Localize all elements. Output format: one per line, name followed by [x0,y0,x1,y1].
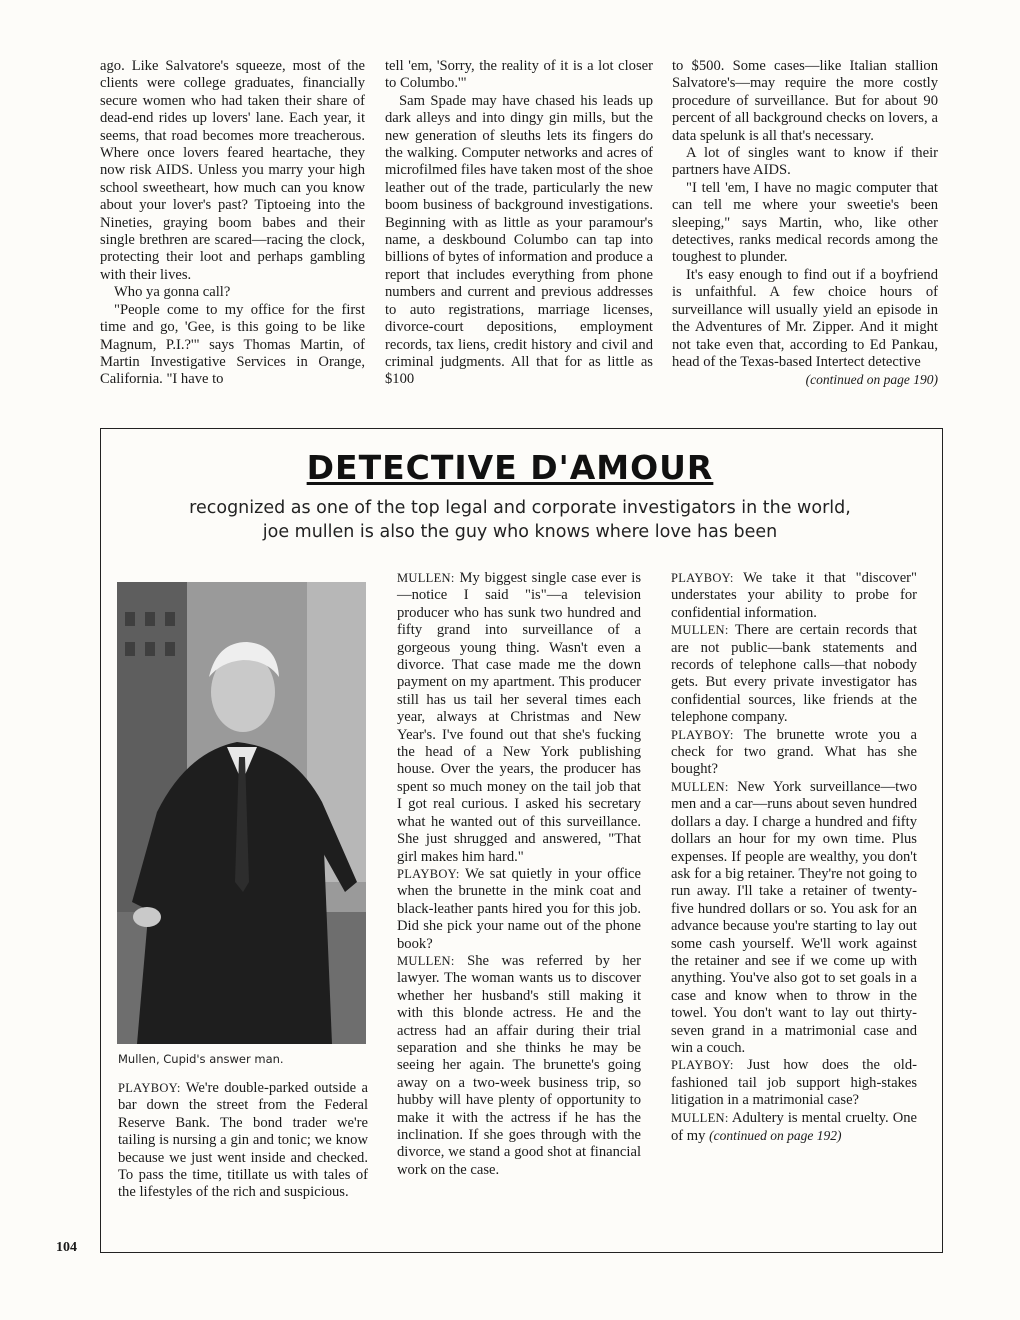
qa-entry [397,570,641,866]
article-paragraph: It's easy enough to find out if a boyfriend is unfaithful. A few choice hours of surveillance will usually yield an episode in the Adventures of Mr. Zipper. And it might not take even that, according to Ed Pankau, head of the Texas-based Intertect detective [672,266,938,370]
qa-text: Adultery is mental cruelty. One of my [671,1109,918,1144]
sidebar-column-3 [671,570,917,1145]
article-paragraph: A lot of singles want to know if their partners have AIDS. [672,145,938,179]
qa-text: There are certain records that are not public—bank statements and records of telephone calls—that nobody gets. But every private investigator has confidential sources, like friends at the telephone company. [671,622,917,726]
sidebar-title: DETECTIVE D'AMOUR [306,448,714,487]
speaker-label: MULLEN: [671,623,729,638]
article-paragraph: Who ya gonna call? [114,284,231,301]
speaker-label: PLAYBOY: [671,1058,734,1073]
continued-note: (continued on page 192) [709,1128,842,1143]
sidebar-deck [110,496,930,544]
speaker-label: MULLEN: [671,1110,729,1125]
speaker-label: PLAYBOY: [671,727,734,742]
speaker-label: PLAYBOY: [397,866,460,881]
photo-caption: Mullen, Cupid's answer man. [118,1052,284,1066]
qa-text: We're double-parked outside a bar down the street from the Federal Reserve Bank. The bond trader we're tailing is nursing a gin and tonic; we know because we just went inside and checked. To pass the time, titillate us with tales of the lifestyles of the rich and suspicious. [118,1080,368,1201]
speaker-label: PLAYBOY: [118,1081,181,1095]
qa-entry [671,1057,917,1109]
article-column-1 [100,58,365,389]
article-paragraph: "People come to my office for the first time and go, 'Gee, is this going to be like Magnum, P.I.?'" says Thomas Martin, of Martin Investigative Services in Orange, California. "I have to [100,301,365,388]
speaker-label: MULLEN: [671,779,729,794]
deck-line-1: recognized as one of the top legal and corporate investigators in the world, [189,498,851,518]
qa-entry [671,622,917,726]
speaker-label: PLAYBOY: [671,571,734,585]
speaker-label: MULLEN: [397,571,455,585]
article-paragraph: "I tell 'em, I have no magic computer that can tell me where your sweetie's been sleeping," says Martin, who, like other detectives, ranks medical records among the toughest to plunder. [672,179,938,266]
photo-illustration [117,582,366,1044]
article-paragraph: tell 'em, 'Sorry, the reality of it is a lot closer to Columbo.'" [385,58,653,92]
qa-entry [671,727,917,779]
qa-entry [671,1110,917,1146]
deck-line-2: joe mullen is also the guy who knows where love has been [262,522,778,542]
qa-text: My biggest single case ever is—notice I said "is"—a television producer who has sunk two hundred and fifty grand into surveillance of a gorgeous young thing. Wasn't even a divorce. That case made me the down payment on my apartment. This producer still has us tail her several times each year, always at Christmas and New Year's. I've found out that she's fucking the head of a New York publishing house. Over the years, the producer has spent so much money on the tail job that I got real curious. I asked his secretary what he wanted out of this surveillance. She just shrugged and answered, "That girl makes him hard." [397,570,641,865]
sidebar-column-2 [397,570,641,1179]
qa-entry [397,953,641,1179]
article-column-3 [672,58,938,389]
qa-text: The brunette wrote you a check for two grand. What has she bought? [671,726,917,778]
qa-entry [397,866,641,953]
continued-note: (continued on page 190) [805,372,938,388]
qa-entry [118,1080,368,1202]
qa-text: She was referred by her lawyer. The woman wants us to discover whether her husband's still making it with this blonde actress. He and the actress had an affair during their trial separation and she thinks he may be seeing her again. The brunette's going away on a two-week business trip, so hubby will have plenty of opportunity to make it with the actress if he has the inclination. If she goes through with the divorce, we stand a good shot at financial work on the case. [397,952,642,1178]
qa-text: New York surveillance—two men and a car—runs about seven hundred dollars a day. I charge a hundred and fifty dollars an hour for my own time. Plus expenses. If people are wealthy, you don't ask for a big retainer. They're not going to run away. I'll take a retainer of twenty-five hundred dollars or so. You ask for an advance because you're starting to lay out some cash yourself. We'll work against the retainer and see if we come up with anything. You've also got to set goals in a case and know when to throw in the towel. You don't want to lay out thirty-seven grand in a matrimonial case and win a couch. [671,778,917,1056]
page-number: 104 [56,1240,77,1255]
qa-text: We sat quietly in your office when the brunette in the mink coat and black-leather pants hired you for this job. Did she pick your name out of the phone book? [397,865,642,952]
speaker-label: MULLEN: [397,953,455,968]
article-paragraph: ago. Like Salvatore's squeeze, most of the clients were college graduates, financially secure women who had taken their share of dead-end rides up lovers' lane. Each year, it seems, that road becomes more treacherous. Where once lovers feared heartache, they now risk AIDS. Unless you marry your high school sweetheart, how much can you know about your lover's past? Tiptoeing into the Nineties, graying boom babes and their single brethren are scared—racing the clock, protecting their loot and perhaps gambling with their lives. [100,58,365,283]
qa-entry [671,570,917,622]
article-paragraph: to $500. Some cases—like Italian stallion Salvatore's—may require the more costly procedure of surveillance. But for about 90 percent of all background checks on lovers, a data spelunk is all that's necessary. [672,58,938,144]
mullen-photo [117,582,366,1044]
qa-text: We take it that "discover" understates your ability to probe for confidential information. [671,570,917,621]
sidebar-column-1 [118,1080,368,1202]
article-column-2 [385,58,653,389]
qa-text: Just how does the old-fashioned tail job support high-stakes litigation in a matrimonial case? [671,1057,917,1109]
article-paragraph: Sam Spade may have chased his leads up dark alleys and into dingy gin mills, but the new generation of sleuths lets its fingers do the walking. Computer networks and acres of microfilmed files have taken most of the shoe leather out of the trade, particularly the new boom business of background investigations. Beginning with as little as your paramour's name, a deskbound Columbo can tap into billions of bytes of information and produce a report that includes everything from phone numbers and current and previous addresses to auto registrations, marriage licenses, divorce-court depositions, employment records, tax liens, credit history and civil and criminal judgments. All that for as little as $100 [385,92,653,388]
qa-entry [671,779,917,1058]
